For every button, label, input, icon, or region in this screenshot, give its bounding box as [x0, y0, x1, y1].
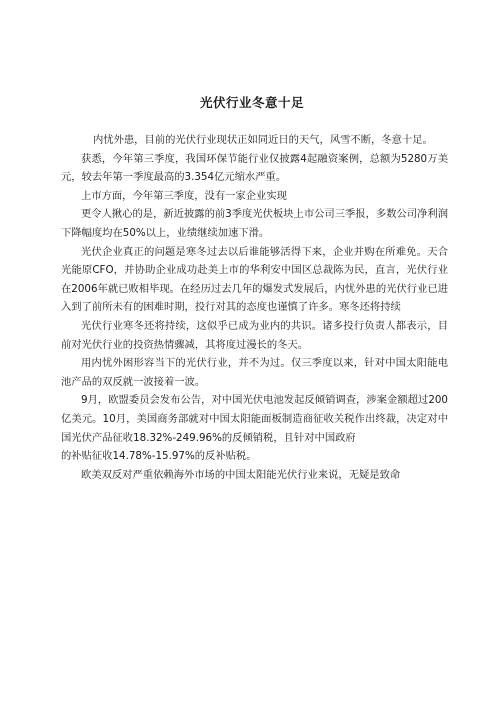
paragraph: 用内忧外困形容当下的光伏行业，并不为过。仅三季度以来，针对中国太阳能电池产品的双反就一波接着一波。 — [61, 357, 448, 388]
document-body — [61, 131, 448, 484]
paragraph: 的补贴征收14.78%-15.97%的反补贴税。 — [61, 450, 257, 463]
paragraph: 更令人揪心的是，新近披露的前3季度光伏板块上市公司三季报，多数公司净利润下降幅度均在50%以上，业绩继续加速下滑。 — [61, 208, 448, 239]
document-title: 光伏行业冬意十足 — [199, 95, 304, 110]
paragraph: 光伏行业寒冬还将持续，这似乎已成为业内的共识。诸多投行负责人都表示，目前对光伏行业的投资热情骤减，其将度过漫长的冬天。 — [61, 319, 448, 351]
paragraph: 9月，欧盟委员会发布公告，对中国光伏电池发起反倾销调查，涉案金额超过200亿美元。10月，美国商务部就对中国太阳能面板制造商征收关税作出终裁，决定对中国光伏产品征收18.32%-249.96%的反倾销税，且针对中国政府 — [61, 394, 448, 444]
paragraph: 获悉，今年第三季度，我国环保节能行业仅披露4起融资案例，总额为5280万美元，较去年第一季度最高的3.354亿元缩水严重。 — [61, 152, 448, 184]
paragraph: 上市方面，今年第三季度，没有一家企业实现 — [81, 189, 287, 202]
paragraph: 光伏企业真正的问题是寒冬过去以后谁能够活得下来，企业并购在所难免。天合光能原CFO，并协助企业成功赴美上市的华利安中国区总裁陈为民，直言，光伏行业在2006年就已败相毕现。在经历过去几年的爆发式发展后，内忧外患的光伏行业已进入到了前所未有的困难时期，投行对其的态度也谨慎了许多。寒冬还将持续 — [61, 245, 448, 314]
paragraph: 内忧外患，目前的光伏行业现状正如同近日的天气，风雪不断，冬意十足。 — [93, 134, 433, 146]
paragraph: 欧美双反对严重依赖海外市场的中国太阳能光伏行业来说，无疑是致命 — [81, 468, 401, 481]
